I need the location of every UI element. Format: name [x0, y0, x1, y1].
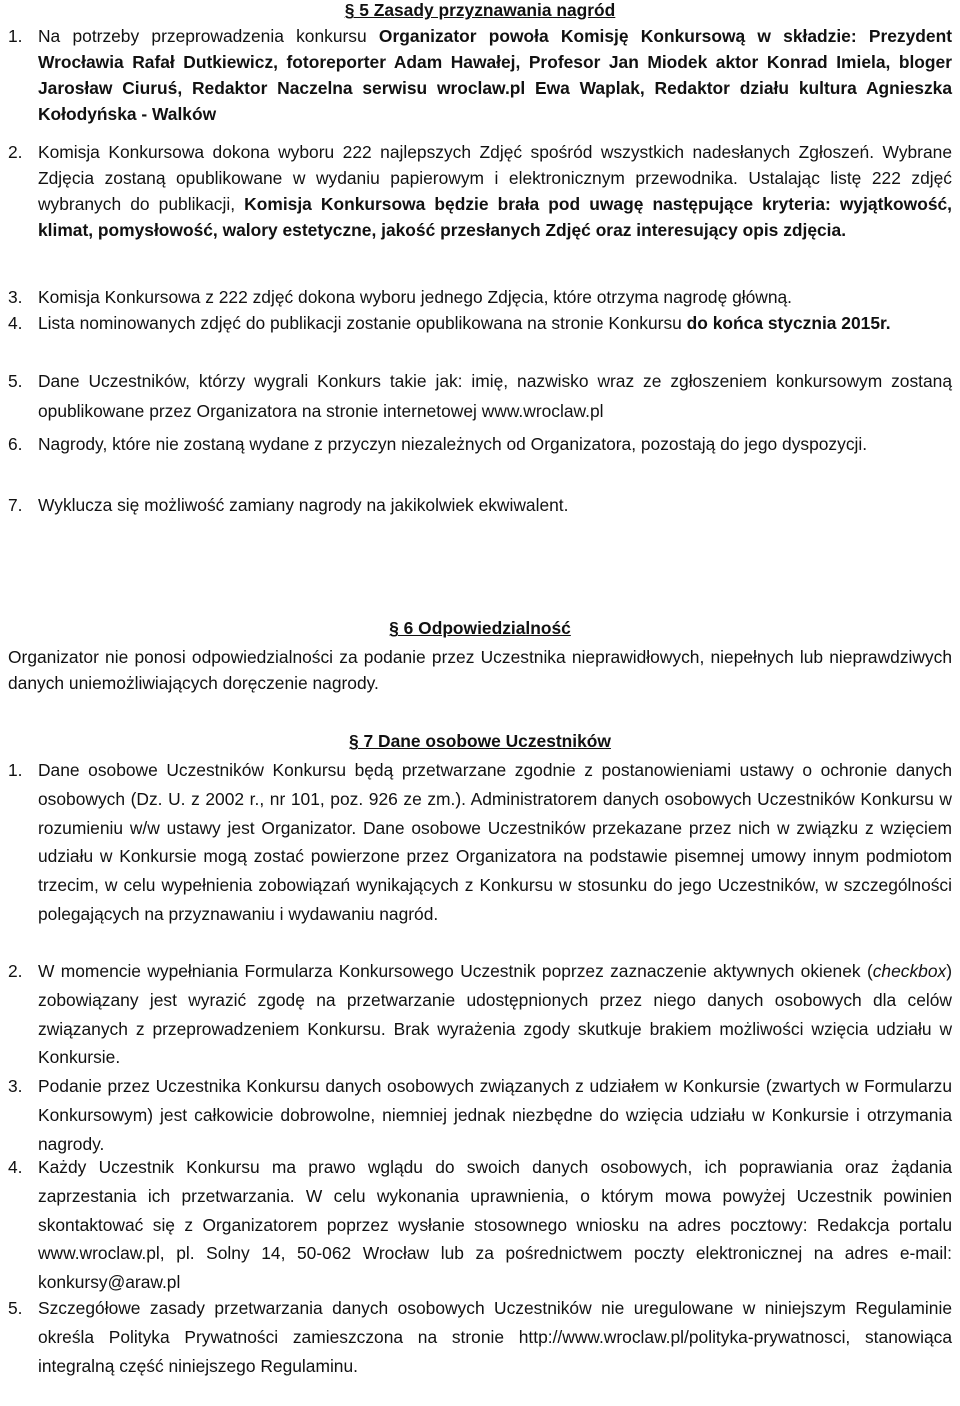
s5-item-6 [8, 429, 952, 459]
item-number: 5. [8, 1298, 23, 1318]
item-number: 6. [8, 434, 23, 454]
item-text-bold: Organizator powoła Komisję Konkursową w składzie: Prezydent Wrocławia Rafał Dutkiewicz, fotoreporter Adam Hawałej, Profesor Jan Miodek aktor Konrad Imiela, bloger Jarosław Ciuruś, Redaktor Naczelna serwisu wroclaw.pl Ewa Waplak, Redaktor działu kultura Agnieszka Kołodyńska - Walków [38, 26, 952, 124]
item-text: Lista nominowanych zdjęć do publikacji zostanie opublikowana na stronie Konkursu [38, 313, 687, 333]
s7-item-3 [8, 1072, 952, 1158]
item-text: W momencie wypełniania Formularza Konkursowego Uczestnik poprzez zaznaczenie aktywnych okienek ( [38, 961, 873, 981]
item-number: 1. [8, 26, 23, 46]
section-6-text: Organizator nie ponosi odpowiedzialności za podanie przez Uczestnika nieprawidłowych, niepełnych lub nieprawdziwych danych uniemożliwiających doręczenie nagrody. [8, 647, 952, 693]
item-text-italic: checkbox [872, 961, 947, 981]
s5-item-2 [8, 139, 952, 243]
item-text: Dane Uczestników, którzy wygrali Konkurs takie jak: imię, nazwisko wraz ze zgłoszeniem konkursowym zostaną opublikowane przez Organizatora na stronie internetowej www.wroclaw.pl [38, 371, 952, 421]
s7-item-5 [8, 1294, 952, 1380]
item-text: Na potrzeby przeprowadzenia konkursu [38, 26, 379, 46]
section-5-heading: § 5 Zasady przyznawania nagród [344, 0, 616, 20]
s5-item-1 [8, 23, 952, 127]
s7-item-2 [8, 957, 952, 1072]
item-text: ) zobowiązany jest wyrazić zgodę na przetwarzanie udostępnionych przez niego danych osobowych dla celów związanych z przeprowadzeniem Konkursu. Brak wyrażenia zgody skutkuje brakiem możliwości wzięcia udziału w Konkursie. [38, 961, 952, 1068]
item-text: Dane osobowe Uczestników Konkursu będą przetwarzane zgodnie z postanowieniami ustawy o ochronie danych osobowych (Dz. U. z 2002 r., nr 101, poz. 926 ze zm.). Administratorem danych osobowych Uczestników Konkursu w rozumieniu w/w ustawy jest Organizator. Dane osobowe Uczestników przekazane przez nich w związku z wzięciem udziału w Konkursie mogą zostać powierzone przez Organizatora na podstawie pisemnej umowy innym podmiotom trzecim, w celu wypełnienia zobowiązań wynikających z Konkursu w stosunku do jego Uczestników, w szczególności polegających na przyznawaniu i wydawaniu nagród. [38, 760, 952, 924]
s5-item-4 [8, 310, 952, 336]
item-number: 7. [8, 495, 23, 515]
s7-item-4 [8, 1153, 952, 1297]
item-text: Szczegółowe zasady przetwarzania danych osobowych Uczestników nie uregulowane w niniejszym Regulaminie określa Polityka Prywatności zamieszczona na stronie http://www.wroclaw.pl/polityka-prywatnosci, stanowiąca integralną część niniejszego Regulaminu. [38, 1298, 952, 1376]
item-text: Wyklucza się możliwość zamiany nagrody na jakikolwiek ekwiwalent. [38, 495, 569, 515]
item-text: Komisja Konkursowa z 222 zdjęć dokona wyboru jednego Zdjęcia, które otrzyma nagrodę główną. [38, 287, 793, 307]
item-number: 5. [8, 371, 23, 391]
item-number: 4. [8, 1157, 23, 1177]
section-7-heading: § 7 Dane osobowe Uczestników [349, 731, 611, 751]
s7-item-1 [8, 756, 952, 929]
item-number: 4. [8, 313, 23, 333]
s5-item-5 [8, 366, 952, 426]
s5-item-7 [8, 492, 952, 518]
item-number: 3. [8, 287, 23, 307]
item-number: 3. [8, 1076, 23, 1096]
item-text: Każdy Uczestnik Konkursu ma prawo wglądu do swoich danych osobowych, ich poprawiania oraz żądania zaprzestania ich przetwarzania. W celu wykonania uprawnienia, o którym mowa powyżej Uczestnik powinien skontaktować się z Organizatorem poprzez wysłanie stosownego wniosku na adres pocztowy: Redakcja portalu www.wroclaw.pl, pl. Solny 14, 50-062 Wrocław lub za pośrednictwem poczty elektronicznej na adres e-mail: konkursy@araw.pl [38, 1157, 952, 1293]
item-number: 2. [8, 142, 23, 162]
item-number: 2. [8, 961, 23, 981]
item-text: Nagrody, które nie zostaną wydane z przyczyn niezależnych od Organizatora, pozostają do jego dyspozycji. [38, 434, 868, 454]
item-text-bold: do końca stycznia 2015r. [686, 313, 891, 333]
item-text-bold: Komisja Konkursowa będzie brała pod uwagę następujące kryteria: wyjątkowość, klimat, pomysłowość, walory estetyczne, jakość przesłanych Zdjęć oraz interesujący opis zdjęcia. [38, 194, 953, 240]
item-text: Komisja Konkursowa dokona wyboru 222 najlepszych Zdjęć spośród wszystkich nadesłanych Zgłoszeń. Wybrane Zdjęcia zostaną opublikowane w wydaniu papierowym i elektronicznym przewodnika. Ustalając listę 222 zdjęć wybranych do publikacji, [38, 142, 952, 214]
s5-item-3 [8, 284, 952, 310]
section-6-heading: § 6 Odpowiedzialność [389, 618, 571, 638]
item-text: Podanie przez Uczestnika Konkursu danych osobowych związanych z udziałem w Konkursie (zwartych w Formularzu Konkursowym) jest całkowicie dobrowolne, niemniej jednak niezbędne do wzięcia udziału w Konkursie i otrzymania nagrody. [38, 1076, 952, 1154]
item-number: 1. [8, 760, 23, 780]
